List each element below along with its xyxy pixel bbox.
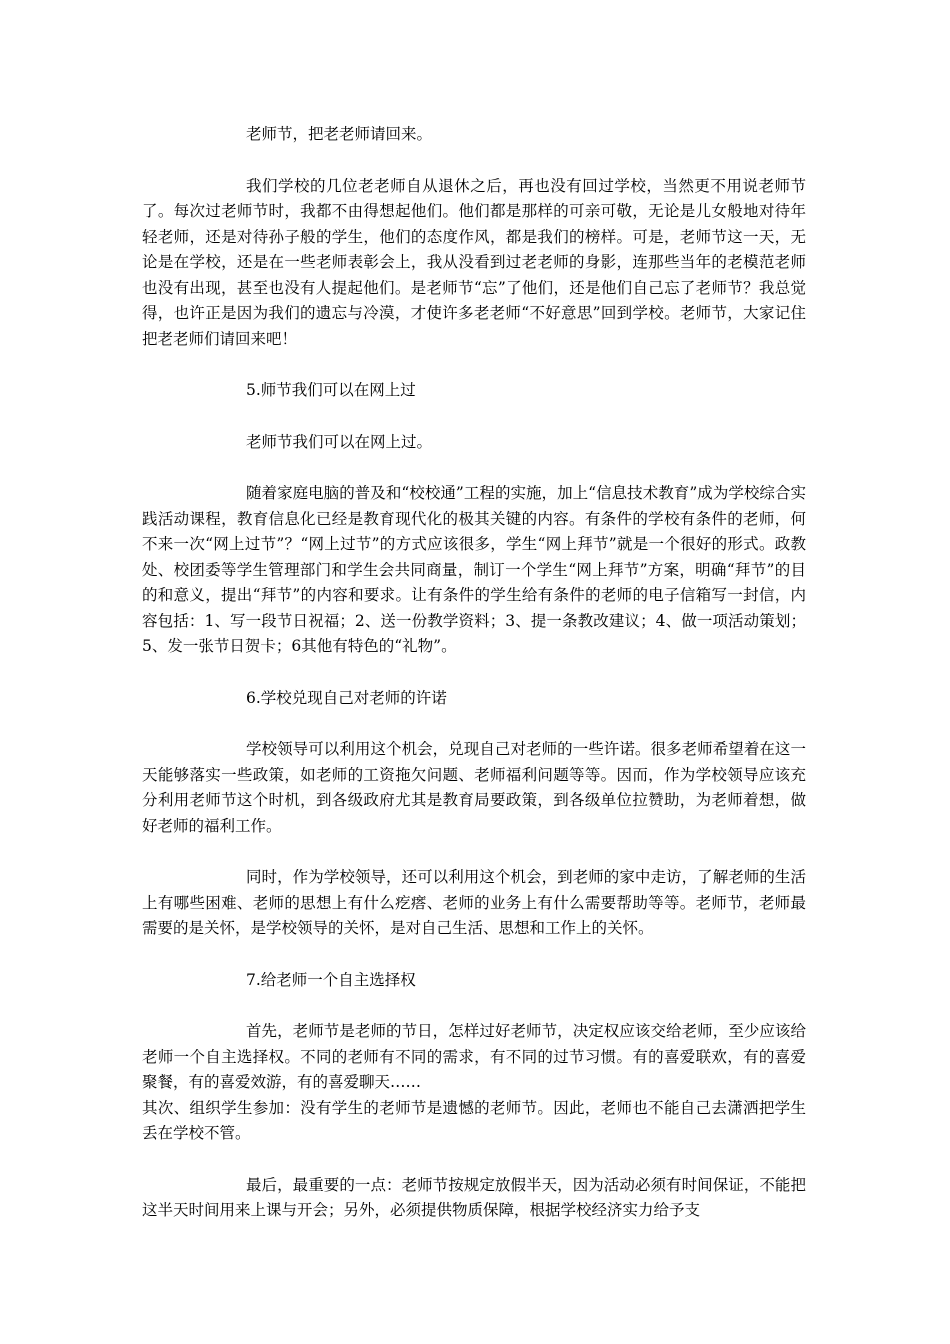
document-body bbox=[142, 122, 806, 1224]
paragraph-11: 其次、组织学生参加：没有学生的老师节是遗憾的老师节。因此，老师也不能自己去潇洒把学生丢在学校不管。 bbox=[142, 1098, 806, 1142]
paragraph-gap bbox=[142, 660, 806, 686]
paragraph-gap bbox=[142, 352, 806, 378]
paragraph-5: 随着家庭电脑的普及和“校校通”工程的实施，加上“信息技术教育”成为学校综合实践活动课程，教育信息化已经是教育现代化的极其关键的内容。有条件的学校有条件的老师，何不来一次“网上过节”？“网上过节”的方式应该很多，学生“网上拜节”就是一个很好的形式。政教处、校团委等学生管理部门和学生会共同商量，制订一个学生“网上拜节”方案，明确“拜节”的目的和意义，提出“拜节”的内容和要求。让有条件的学生给有条件的老师的电子信箱写一封信，内容包括：1、写一段节日祝福；2、送一份教学资料；3、提一条教改建议；4、做一项活动策划；5、发一张节日贺卡；6其他有特色的“礼物”。 bbox=[142, 484, 806, 655]
paragraph-gap bbox=[142, 839, 806, 865]
paragraph-8: 同时，作为学校领导，还可以利用这个机会，到老师的家中走访，了解老师的生活上有哪些困难、老师的思想上有什么疙瘩、老师的业务上有什么需要帮助等等。老师节，老师最需要的是关怀，是学校领导的关怀，是对自己生活、思想和工作上的关怀。 bbox=[142, 868, 806, 937]
section-heading-6: 6.学校兑现自己对老师的许诺 bbox=[246, 688, 447, 707]
section-heading-5: 5.师节我们可以在网上过 bbox=[246, 381, 416, 399]
paragraph-7: 学校领导可以利用这个机会，兑现自己对老师的一些许诺。很多老师希望着在这一天能够落实一些政策，如老师的工资拖欠问题、老师福利问题等等。因而，作为学校领导应该充分利用老师节这个时机，到各级政府尤其是教育局要政策，到各级单位拉赞助，为老师着想，做好老师的福利工作。 bbox=[142, 740, 806, 835]
paragraph-gap bbox=[142, 711, 806, 737]
section-heading-7: 7.给老师一个自主选择权 bbox=[246, 970, 416, 989]
paragraph-10: 首先，老师节是老师的节日，怎样过好老师节，决定权应该交给老师，至少应该给老师一个自主选择权。不同的老师有不同的需求，有不同的过节习惯。有的喜爱联欢，有的喜爱聚餐，有的喜爱效游，有的喜爱聊天…… bbox=[142, 1022, 806, 1091]
paragraph-gap bbox=[142, 1147, 806, 1173]
paragraph-gap bbox=[142, 148, 806, 174]
paragraph-gap bbox=[142, 404, 806, 430]
paragraph-2: 我们学校的几位老老师自从退休之后，再也没有回过学校，当然更不用说老师节了。每次过老师节时，我都不由得想起他们。他们都是那样的可亲可敬，无论是儿女般地对待年轻老师，还是对待孙子般的学生，他们的态度作风，都是我们的榜样。可是，老师节这一天，无论是在学校，还是在一些老师表彰会上，我从没看到过老老师的身影，连那些当年的老模范老师也没有出现，甚至也没有人提起他们。是老师节“忘”了他们，还是他们自己忘了老师节？我总觉得，也许正是因为我们的遗忘与冷漠，才使许多老老师“不好意思”回到学校。老师节，大家记住把老老师们请回来吧！ bbox=[142, 176, 806, 348]
paragraph-gap bbox=[142, 993, 806, 1019]
paragraph-gap bbox=[142, 942, 806, 968]
paragraph-12: 最后，最重要的一点：老师节按规定放假半天，因为活动必须有时间保证，不能把这半天时间用来上课与开会；另外，必须提供物质保障，根据学校经济实力给予支 bbox=[142, 1175, 806, 1219]
paragraph-gap bbox=[142, 455, 806, 481]
paragraph-4: 老师节我们可以在网上过。 bbox=[246, 432, 433, 451]
paragraph-1: 老师节，把老老师请回来。 bbox=[246, 125, 433, 143]
